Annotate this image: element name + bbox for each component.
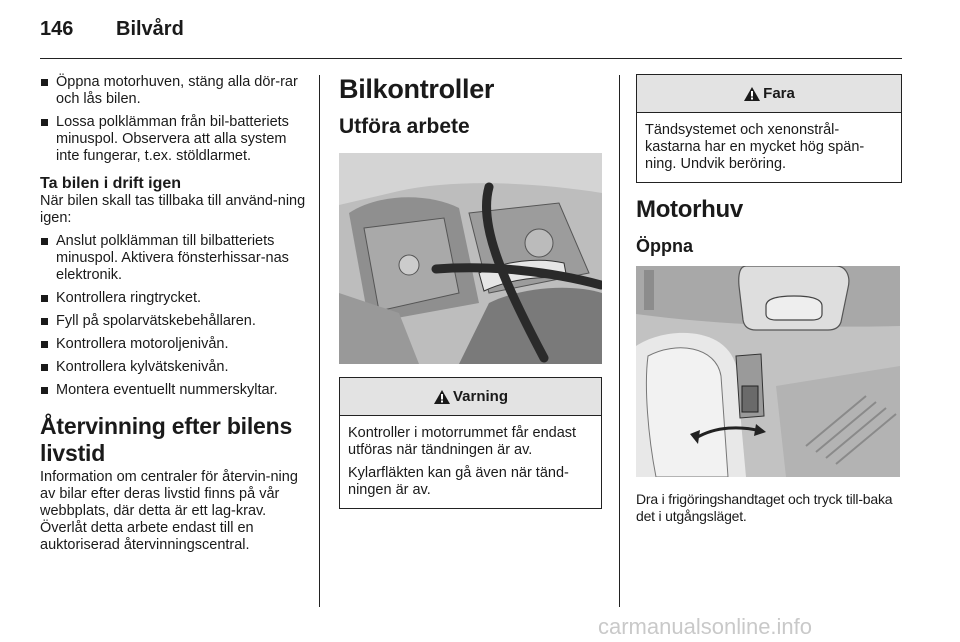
recommission-steps-list	[40, 233, 306, 399]
danger-triangle-icon	[743, 86, 761, 102]
warning-text-1: Kontroller i motorrummet får endast utföras när tändningen är av.	[348, 425, 577, 458]
list-item: Montera eventuellt nummerskyltar.	[40, 382, 306, 399]
list-item: Kontrollera motoroljenivån.	[40, 336, 306, 353]
danger-box	[636, 74, 902, 183]
warning-header	[340, 378, 601, 416]
hood-release-caption: Dra i frigöringshandtaget och tryck till-baka det i utgångsläget.	[636, 491, 893, 524]
warning-text-2: Kylarfläkten kan gå även när tänd-ningen är av.	[348, 465, 569, 498]
list-item: Fyll på spolarvätskebehållaren.	[40, 313, 306, 330]
engine-bay-illustration	[339, 153, 602, 364]
column-middle	[339, 74, 602, 509]
list-item: Öppna motorhuven, stäng alla dör-rar och lås bilen.	[40, 74, 306, 108]
danger-text: Tändsystemet och xenonstrål-kastarna har en mycket hög spän-ning. Undvik beröring.	[645, 122, 865, 172]
column-divider-1	[319, 75, 320, 607]
list-item: Kontrollera kylvätskenivån.	[40, 359, 306, 376]
danger-header	[637, 75, 901, 113]
recycling-heading: Återvinning efter bilens livstid	[40, 413, 293, 466]
storage-steps-list	[40, 74, 306, 165]
recommission-heading: Ta bilen i drift igen	[40, 175, 182, 192]
header-divider	[40, 58, 902, 59]
danger-label: Fara	[763, 85, 795, 102]
page-number: 146	[40, 18, 74, 40]
list-item: Lossa polklämman från bil-batteriets minuspol. Observera att alla system inte fungerar, t.ex. stöldlarmet.	[40, 114, 306, 165]
recommission-intro: När bilen skall tas tillbaka till använd-ning igen:	[40, 193, 306, 226]
column-left	[40, 74, 306, 554]
section-subheading: Utföra arbete	[339, 115, 470, 138]
list-item: Anslut polklämman till bilbatteriets minuspol. Aktivera fönsterhissar-nas elektronik.	[40, 233, 306, 284]
hood-open-subheading: Öppna	[636, 236, 693, 256]
hood-heading: Motorhuv	[636, 196, 743, 223]
warning-triangle-icon	[433, 389, 451, 405]
column-divider-2	[619, 75, 620, 607]
warning-box	[339, 377, 602, 509]
recycling-text: Information om centraler för återvin-ning av bilar efter deras livstid finns på vår webbplats, där detta är ett lag-krav. Överlåt detta arbete endast till en auktoriserad återvinningscentral.	[40, 469, 298, 553]
watermark: carmanualsonline.info	[598, 614, 813, 639]
warning-label: Varning	[452, 388, 508, 405]
hood-release-illustration	[636, 266, 900, 477]
column-right	[636, 74, 902, 525]
list-item: Kontrollera ringtrycket.	[40, 290, 306, 307]
section-heading: Bilkontroller	[339, 74, 495, 104]
page-title: Bilvård	[116, 18, 184, 40]
